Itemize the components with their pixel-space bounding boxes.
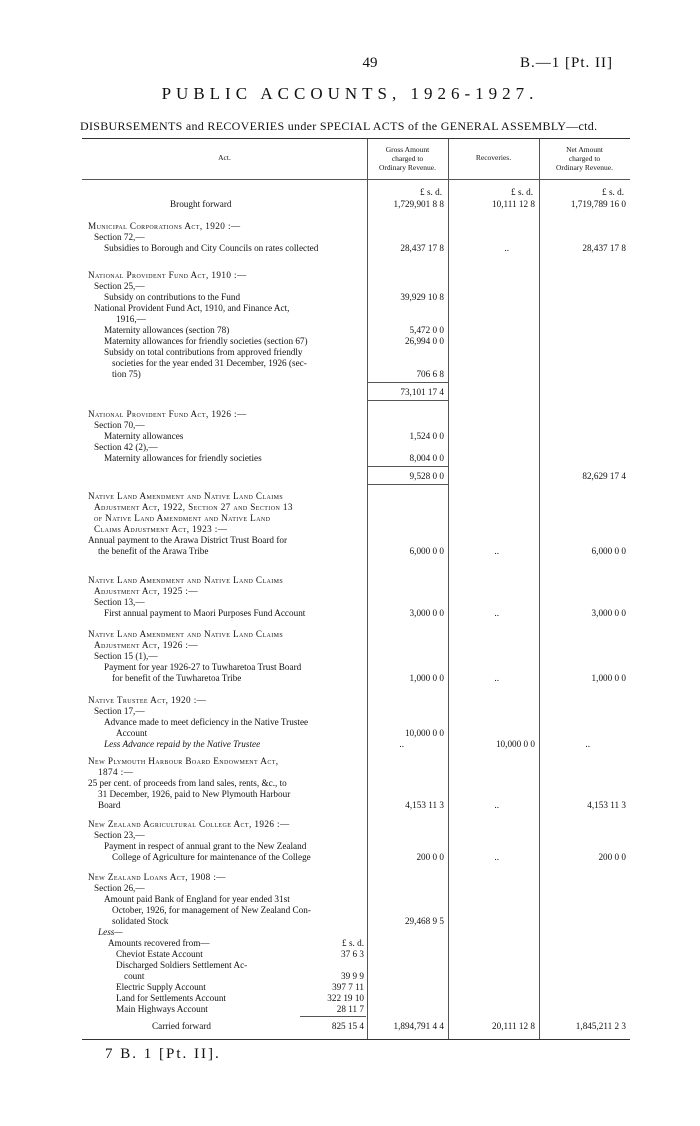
item-label: Maternity allowances for friendly societies — [104, 453, 262, 463]
brought-forward-recoveries: 10,111 12 8 — [492, 199, 535, 209]
amount-gross: 26,994 0 0 — [404, 336, 444, 346]
amount-gross: 4,153 11 3 — [405, 800, 444, 810]
act-heading: New Zealand Loans Act, 1908 :— — [88, 872, 226, 882]
act-heading: 1874 :— — [98, 767, 134, 777]
amount-net: .. — [585, 739, 590, 749]
amount-recoveries: .. — [494, 546, 499, 556]
header-act: Act. — [218, 153, 231, 162]
item-label: October, 1926, for management of New Zealand Con- — [112, 905, 311, 915]
act-heading: Native Land Amendment and Native Land Claims — [88, 575, 284, 585]
act-heading: New Plymouth Harbour Board Endowment Act, — [88, 756, 279, 766]
amount-sub: 39 9 9 — [341, 971, 364, 981]
column-divider — [539, 139, 540, 1039]
amount-gross: 10,000 0 0 — [404, 728, 444, 738]
amount-gross: 3,000 0 0 — [409, 608, 444, 618]
act-heading: Adjustment Act, 1922, Section 27 and Section 13 — [94, 502, 293, 512]
item-label: 31 December, 1926, paid to New Plymouth Harbour — [98, 789, 291, 799]
item-label: Payment in respect of annual grant to the New Zealand — [104, 841, 307, 851]
amount-recoveries: 10,000 0 0 — [495, 739, 535, 749]
section-label: Section 23,— — [94, 830, 145, 840]
amount-gross: 706 6 8 — [416, 369, 444, 379]
carried-forward-gross: 1,894,791 4 4 — [393, 1021, 444, 1031]
amount-recoveries: .. — [494, 852, 499, 862]
subtotal-rule — [368, 466, 448, 467]
amount-gross: 5,472 0 0 — [409, 325, 444, 335]
act-heading: Claims Adjustment Act, 1923 :— — [94, 524, 228, 534]
amount-net: 6,000 0 0 — [591, 546, 626, 556]
act-heading: National Provident Fund Act, 1910 :— — [88, 270, 247, 280]
page-footer: 7 B. 1 [Pt. II]. — [105, 1046, 221, 1062]
item-label: Less Advance repaid by the Native Trustee — [104, 739, 261, 749]
act-heading: Adjustment Act, 1925 :— — [94, 586, 198, 596]
section-label: Section 72,— — [94, 232, 145, 242]
section-label: Section 26,— — [94, 883, 145, 893]
amount-sub: 37 6 3 — [341, 949, 364, 959]
column-divider — [448, 139, 449, 1039]
item-label: Discharged Soldiers Settlement Ac- — [116, 960, 248, 970]
amount-net: 4,153 11 3 — [587, 800, 626, 810]
act-heading: Municipal Corporations Act, 1920 :— — [88, 221, 241, 231]
item-label: Less— — [98, 927, 123, 937]
subtotal-rule — [368, 400, 448, 401]
amount-recoveries: .. — [494, 800, 499, 810]
item-label: Main Highways Account — [116, 1004, 208, 1014]
item-label: 25 per cent. of proceeds from land sales, rents, &c., to — [88, 778, 287, 788]
column-divider — [367, 139, 368, 1039]
item-label: Amounts recovered from— — [108, 938, 210, 948]
act-heading: Native Trustee Act, 1920 :— — [88, 695, 207, 705]
item-label: Payment for year 1926-27 to Tuwharetoa Trust Board — [104, 662, 302, 672]
item-label: count — [124, 971, 145, 981]
units-recoveries: £ s. d. — [511, 187, 533, 197]
amount-gross: 1,000 0 0 — [409, 673, 444, 683]
carried-forward-recoveries: 20,111 12 8 — [492, 1021, 535, 1031]
item-label: National Provident Fund Act, 1910, and Finance Act, — [94, 303, 290, 313]
item-label: Advance made to meet deficiency in the Native Trustee — [104, 717, 309, 727]
act-heading: New Zealand Agricultural College Act, 1926 :— — [88, 819, 290, 829]
item-label: First annual payment to Maori Purposes Fund Account — [104, 608, 306, 618]
subtotal-rule — [368, 382, 448, 383]
amount-net: 28,437 17 8 — [582, 243, 626, 253]
item-label: Annual payment to the Arawa District Trust Board for — [88, 535, 288, 545]
units-gross: £ s. d. — [420, 187, 442, 197]
item-label: Electric Supply Account — [116, 982, 206, 992]
brought-forward-label: Brought forward — [170, 199, 232, 209]
item-label: Subsidy on total contributions from approved friendly — [104, 347, 303, 357]
subtotal-rule — [300, 1016, 366, 1017]
document-reference: B.—1 [Pt. II] — [520, 55, 613, 71]
subtotal-rule — [368, 484, 448, 485]
item-label: solidated Stock — [112, 916, 169, 926]
item-label: societies for the year ended 31 December, 1926 (sec- — [112, 358, 307, 368]
amount-gross: 28,437 17 8 — [400, 243, 444, 253]
amount-gross: 6,000 0 0 — [409, 546, 444, 556]
units-net: £ s. d. — [602, 187, 624, 197]
amount-net: 200 0 0 — [598, 852, 626, 862]
item-label: College of Agriculture for maintenance of the College — [112, 852, 311, 862]
amount-recoveries: .. — [504, 243, 509, 253]
section-label: Section 15 (1),— — [94, 651, 158, 661]
amount-gross: 8,004 0 0 — [409, 453, 444, 463]
amount-sub: 322 19 10 — [327, 993, 364, 1003]
header-net: Net Amount charged to Ordinary Revenue. — [555, 145, 614, 172]
act-heading: National Provident Fund Act, 1926 :— — [88, 409, 247, 419]
amount-net: 82,629 17 4 — [582, 471, 626, 481]
accounts-table — [82, 138, 630, 1040]
amount-net: 3,000 0 0 — [591, 608, 626, 618]
amount-net: 1,000 0 0 — [591, 673, 626, 683]
item-label: Cheviot Estate Account — [116, 949, 203, 959]
header-gross: Gross Amount charged to Ordinary Revenue. — [378, 145, 437, 172]
amount-gross: .. — [399, 739, 404, 749]
act-heading: Native Land Amendment and Native Land Claims — [88, 629, 284, 639]
item-label: tion 75) — [112, 369, 141, 379]
item-label: Land for Settlements Account — [116, 993, 226, 1003]
section-label: Section 70,— — [94, 420, 145, 430]
item-label: for benefit of the Tuwharetoa Tribe — [112, 673, 242, 683]
item-label: Subsidy on contributions to the Fund — [104, 292, 241, 302]
brought-forward-net: 1,719,789 16 0 — [570, 199, 626, 209]
item-label: Maternity allowances for friendly societies (section 67) — [104, 336, 308, 346]
brought-forward-gross: 1,729,901 8 8 — [393, 199, 444, 209]
page-number: 49 — [362, 55, 378, 71]
section-label: Section 25,— — [94, 281, 145, 291]
item-label: Maternity allowances — [104, 431, 184, 441]
item-label: Amount paid Bank of England for year ended 31st — [104, 894, 290, 904]
amount-gross: 29,468 9 5 — [404, 916, 444, 926]
header-rule — [82, 179, 630, 180]
page-subtitle: DISBURSEMENTS and RECOVERIES under SPECIAL ACTS of the GENERAL ASSEMBLY—ctd. — [80, 119, 598, 133]
section-label: Section 17,— — [94, 706, 145, 716]
section-label: Section 42 (2),— — [94, 442, 158, 452]
act-heading: Adjustment Act, 1926 :— — [94, 640, 198, 650]
act-heading: of Native Land Amendment and Native Land — [94, 513, 271, 523]
carried-forward-sub: 825 15 4 — [331, 1021, 364, 1031]
subtotal-gross: 9,528 0 0 — [409, 471, 444, 481]
amount-recoveries: .. — [494, 673, 499, 683]
section-label: Section 13,— — [94, 597, 145, 607]
amount-gross: 1,524 0 0 — [409, 431, 444, 441]
item-label: Subsidies to Borough and City Councils on rates collected — [104, 243, 319, 253]
item-label: the benefit of the Arawa Tribe — [98, 546, 209, 556]
amount-sub: 397 7 11 — [332, 982, 364, 992]
page-title: PUBLIC ACCOUNTS, 1926-1927. — [161, 84, 539, 103]
amount-gross: 200 0 0 — [416, 852, 444, 862]
amount-sub: 28 11 7 — [336, 1004, 364, 1014]
units-sub: £ s. d. — [342, 938, 364, 948]
act-heading: Native Land Amendment and Native Land Claims — [88, 491, 284, 501]
amount-gross: 39,929 10 8 — [400, 292, 444, 302]
carried-forward-label: Carried forward — [152, 1021, 211, 1031]
item-label: Account — [116, 728, 148, 738]
item-label: Board — [98, 800, 121, 810]
carried-forward-net: 1,845,211 2 3 — [575, 1021, 626, 1031]
amount-recoveries: .. — [494, 608, 499, 618]
item-label: 1916,— — [116, 314, 146, 324]
item-label: Maternity allowances (section 78) — [104, 325, 230, 335]
subtotal-gross: 73,101 17 4 — [400, 387, 444, 397]
header-recoveries: Recoveries. — [475, 153, 512, 162]
